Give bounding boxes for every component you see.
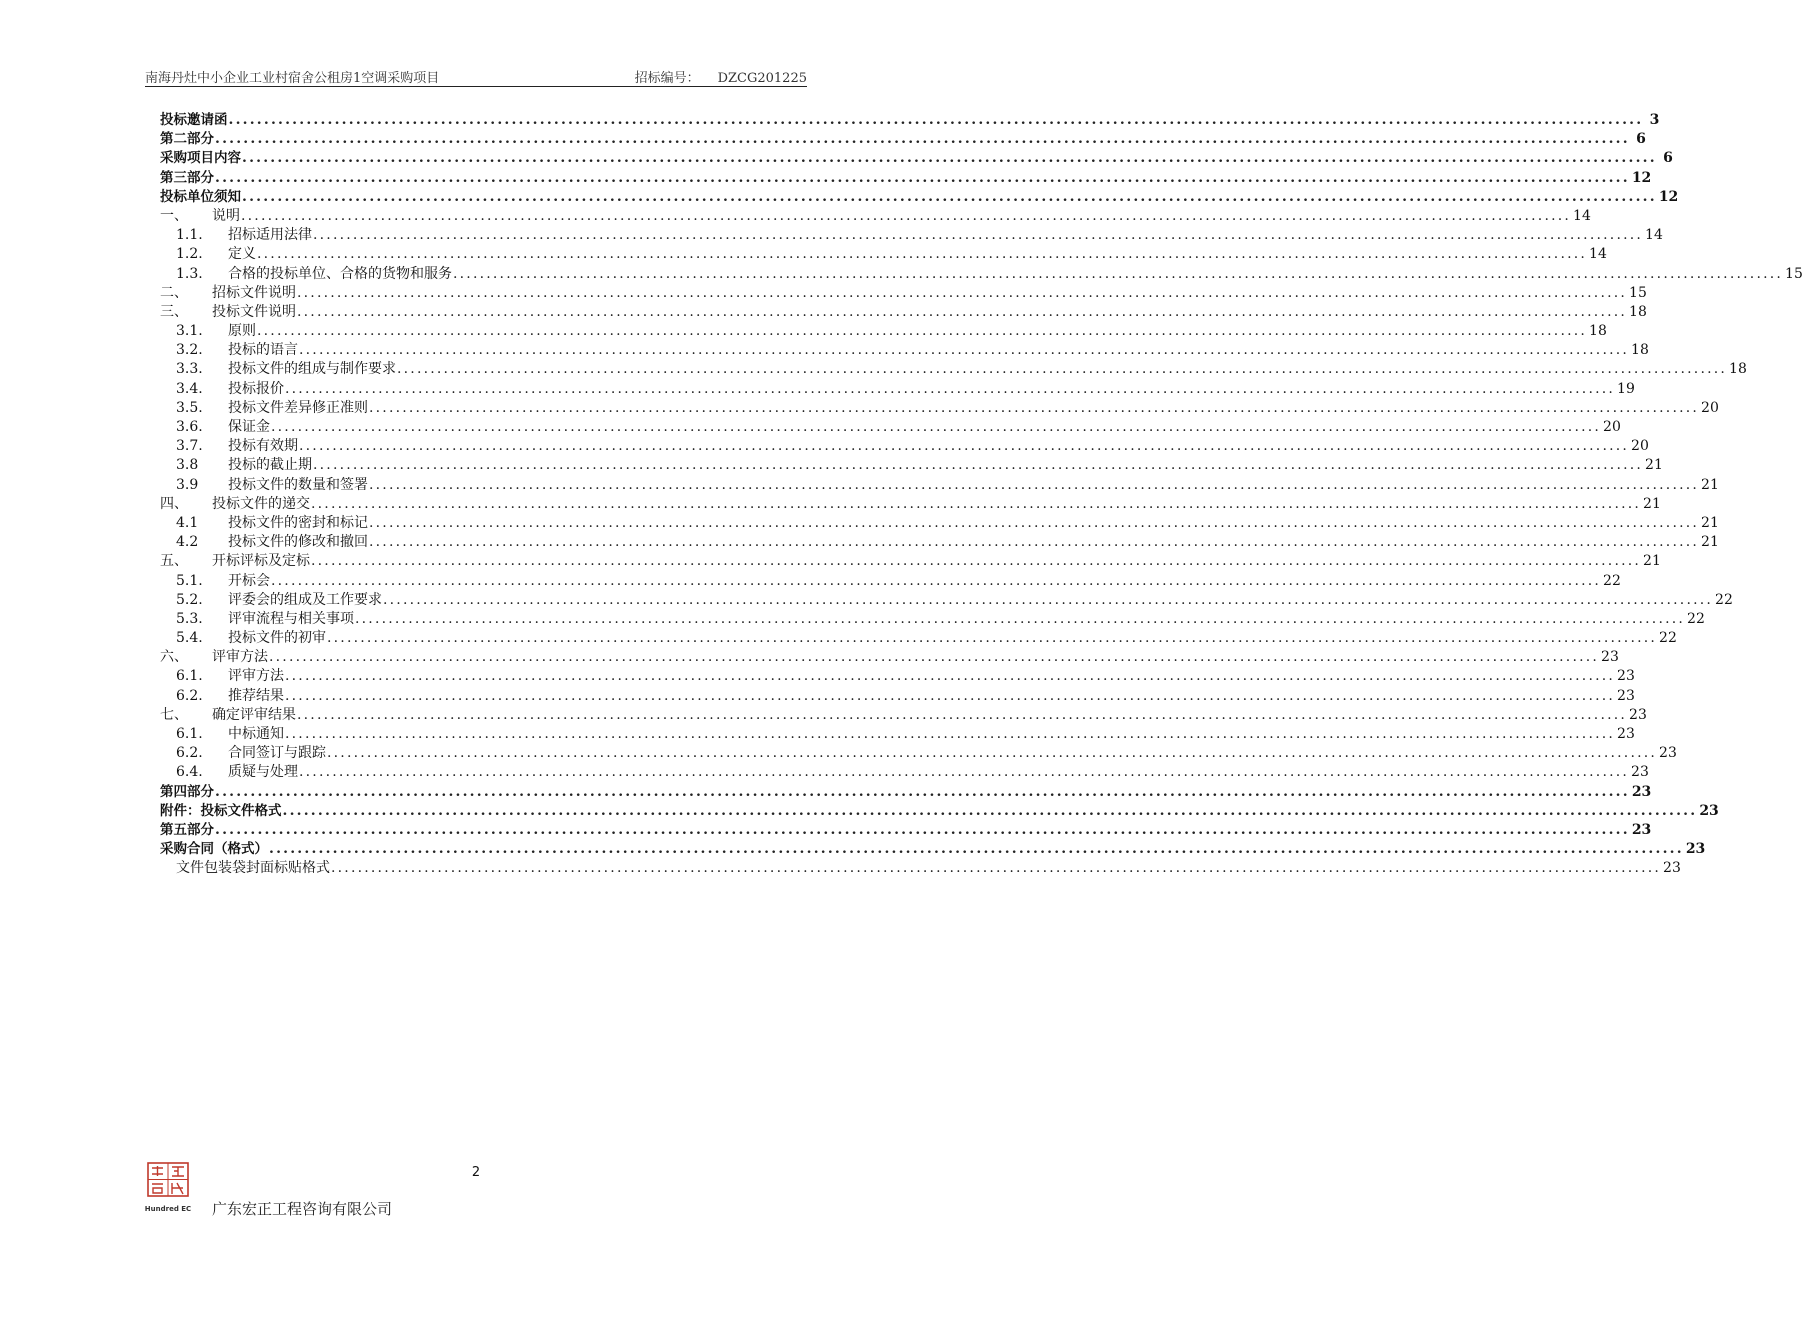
toc-leader-dots: ........................................................................................................................................................................................................ <box>215 783 1630 800</box>
toc-leader-dots: ........................................................................................................................................................................................................ <box>299 342 1630 359</box>
table-of-contents <box>160 111 1803 879</box>
toc-entry[interactable] <box>160 514 1719 533</box>
toc-leader-dots: ........................................................................................................................................................................................................ <box>215 131 1630 148</box>
toc-entry-number: 3.8 <box>176 457 199 474</box>
toc-leader-dots: ........................................................................................................................................................................................................ <box>257 323 1588 340</box>
toc-entry[interactable] <box>160 341 1649 360</box>
toc-entry-number: 五、 <box>160 553 188 570</box>
toc-leader-dots: ........................................................................................................................................................................................................ <box>242 150 1657 167</box>
toc-entry-page: 23 <box>1631 821 1652 838</box>
toc-entry-page: 21 <box>1645 457 1663 474</box>
toc-entry-title: 招标适用法律 <box>228 227 312 244</box>
toc-leader-dots: ........................................................................................................................................................................................................ <box>215 169 1630 186</box>
toc-entry-title: 保证金 <box>228 419 270 435</box>
toc-entry-page: 18 <box>1729 361 1747 378</box>
toc-entry-title: 投标的截止期 <box>228 457 312 474</box>
toc-entry-page: 23 <box>1685 841 1706 858</box>
toc-entry-title: 投标文件说明 <box>212 303 296 320</box>
toc-leader-dots: ........................................................................................................................................................................................................ <box>313 227 1644 244</box>
project-title: 南海丹灶中小企业工业村宿舍公租房1空调采购项目 <box>145 71 440 86</box>
toc-entry-number: 6.4. <box>176 764 203 781</box>
toc-entry[interactable] <box>160 111 1660 130</box>
toc-leader-dots: ........................................................................................................................................................................................................ <box>369 534 1700 551</box>
page-number: 2 <box>471 1165 481 1180</box>
toc-entry-number: 6.1. <box>176 726 203 742</box>
toc-leader-dots: ........................................................................................................................................................................................................ <box>242 188 1657 205</box>
toc-entry-page: 18 <box>1589 323 1607 340</box>
toc-entry[interactable] <box>160 840 1706 859</box>
toc-leader-dots: ........................................................................................................................................................................................................ <box>297 706 1628 723</box>
toc-entry-title: 招标文件说明 <box>212 284 296 301</box>
toc-entry[interactable] <box>160 130 1646 149</box>
toc-entry-title: 中标通知 <box>228 726 284 742</box>
toc-entry[interactable] <box>160 533 1719 552</box>
toc-leader-dots: ........................................................................................................................................................................................................ <box>269 841 1684 858</box>
toc-leader-dots: ........................................................................................................................................................................................................ <box>285 687 1616 704</box>
toc-entry-page: 22 <box>1687 610 1705 627</box>
toc-entry-page: 23 <box>1699 802 1719 819</box>
toc-entry-page: 20 <box>1631 438 1649 455</box>
toc-entry[interactable] <box>160 552 1661 571</box>
toc-entry-page: 12 <box>1658 188 1679 205</box>
toc-entry-page: 23 <box>1601 649 1619 666</box>
toc-leader-dots: ........................................................................................................................................................................................................ <box>453 265 1784 282</box>
toc-entry[interactable] <box>160 744 1677 763</box>
toc-entry[interactable] <box>160 149 1673 168</box>
toc-leader-dots: ........................................................................................................................................................................................................ <box>257 246 1588 263</box>
toc-entry-page: 19 <box>1617 380 1635 397</box>
toc-entry-title: 文件包装袋封面标贴格式 <box>176 860 330 877</box>
toc-leader-dots: ........................................................................................................................................................................................................ <box>369 399 1700 416</box>
toc-entry-page: 15 <box>1785 265 1803 282</box>
toc-entry[interactable] <box>160 380 1635 399</box>
toc-entry-title: 开标评标及定标 <box>212 553 310 570</box>
toc-entry[interactable] <box>160 821 1652 840</box>
toc-leader-dots: ........................................................................................................................................................................................................ <box>269 649 1600 666</box>
toc-entry-number: 3.7. <box>176 438 203 455</box>
svg-text:Hundred EC: Hundred EC <box>144 1205 192 1213</box>
toc-entry[interactable] <box>160 245 1607 264</box>
toc-entry-page: 21 <box>1643 553 1661 570</box>
toc-entry[interactable] <box>160 169 1652 188</box>
toc-leader-dots: ........................................................................................................................................................................................................ <box>297 284 1628 301</box>
toc-entry-number: 七、 <box>160 706 188 723</box>
toc-entry[interactable] <box>160 226 1663 245</box>
toc-entry-page: 21 <box>1643 495 1661 512</box>
toc-entry-page: 23 <box>1663 860 1681 877</box>
toc-leader-dots: ........................................................................................................................................................................................................ <box>271 419 1602 435</box>
toc-entry-title: 原则 <box>228 323 256 340</box>
toc-leader-dots: ........................................................................................................................................................................................................ <box>327 630 1658 647</box>
toc-entry-title: 投标邀请函 <box>160 112 228 128</box>
toc-entry[interactable] <box>160 399 1719 418</box>
company-seal-icon <box>143 1160 193 1216</box>
toc-entry-page: 14 <box>1645 227 1663 244</box>
toc-entry-title: 评审流程与相关事项 <box>228 610 354 627</box>
toc-entry[interactable] <box>160 495 1661 514</box>
toc-entry[interactable] <box>160 629 1677 648</box>
toc-entry-title: 投标文件的修改和撤回 <box>228 534 368 551</box>
toc-entry-page: 12 <box>1631 169 1652 186</box>
toc-entry-number: 5.2. <box>176 591 203 608</box>
toc-entry-title: 投标的语言 <box>228 342 298 359</box>
toc-entry-page: 23 <box>1659 745 1677 762</box>
toc-entry-title: 说明 <box>212 207 240 224</box>
toc-entry-number: 二、 <box>160 284 188 301</box>
toc-entry-title: 投标文件的密封和标记 <box>228 514 368 531</box>
toc-entry-title: 投标文件的数量和签署 <box>228 476 368 493</box>
toc-entry-page: 20 <box>1701 399 1719 416</box>
toc-entry[interactable] <box>160 687 1635 706</box>
toc-entry-number: 1.3. <box>176 265 203 282</box>
toc-entry-title: 投标文件差异修正准则 <box>228 399 368 416</box>
toc-entry-title: 合同签订与跟踪 <box>228 745 326 762</box>
toc-entry-number: 六、 <box>160 649 188 666</box>
toc-entry[interactable] <box>160 456 1663 475</box>
toc-leader-dots: ........................................................................................................................................................................................................ <box>327 745 1658 762</box>
toc-entry-title: 附件：投标文件格式 <box>160 802 282 819</box>
toc-entry-number: 3.6. <box>176 419 203 435</box>
toc-entry[interactable] <box>160 667 1635 686</box>
company-logo <box>143 1160 193 1216</box>
toc-leader-dots: ........................................................................................................................................................................................................ <box>311 553 1642 570</box>
toc-entry[interactable] <box>160 783 1652 802</box>
toc-entry-page: 18 <box>1631 342 1649 359</box>
toc-leader-dots: ........................................................................................................................................................................................................ <box>285 668 1616 685</box>
toc-entry[interactable] <box>160 418 1621 437</box>
toc-leader-dots: ........................................................................................................................................................................................................ <box>355 610 1686 627</box>
toc-entry-number: 4.1 <box>176 514 199 531</box>
toc-entry-page: 20 <box>1603 419 1621 435</box>
toc-leader-dots: ........................................................................................................................................................................................................ <box>285 726 1616 742</box>
toc-entry-title: 采购合同（格式） <box>160 841 268 858</box>
toc-leader-dots: ........................................................................................................................................................................................................ <box>285 380 1616 397</box>
toc-leader-dots: ........................................................................................................................................................................................................ <box>282 802 1698 819</box>
toc-entry-title: 开标会 <box>228 572 270 589</box>
toc-entry[interactable] <box>160 591 1733 610</box>
toc-entry-title: 推荐结果 <box>228 687 284 704</box>
toc-leader-dots: ........................................................................................................................................................................................................ <box>299 764 1630 781</box>
toc-entry-number: 3.2. <box>176 342 203 359</box>
toc-leader-dots: ........................................................................................................................................................................................................ <box>311 495 1642 512</box>
toc-entry-page: 23 <box>1629 706 1647 723</box>
toc-leader-dots: ........................................................................................................................................................................................................ <box>383 591 1714 608</box>
toc-entry-number: 6.1. <box>176 668 203 685</box>
toc-entry[interactable] <box>160 265 1803 284</box>
toc-entry-page: 14 <box>1589 246 1607 263</box>
toc-entry[interactable] <box>160 476 1719 495</box>
toc-entry-title: 投标单位须知 <box>160 188 241 205</box>
toc-entry[interactable] <box>160 725 1635 744</box>
toc-leader-dots: ........................................................................................................................................................................................................ <box>241 207 1572 224</box>
toc-entry-page: 14 <box>1573 207 1591 224</box>
toc-entry-number: 一、 <box>160 207 188 224</box>
page-header <box>145 66 807 87</box>
toc-leader-dots: ........................................................................................................................................................................................................ <box>397 361 1728 378</box>
toc-entry[interactable] <box>160 360 1747 379</box>
toc-entry-page: 18 <box>1629 303 1647 320</box>
toc-entry-page: 21 <box>1701 514 1719 531</box>
toc-entry-title: 定义 <box>228 246 256 263</box>
toc-entry-number: 1.1. <box>176 227 203 244</box>
toc-leader-dots: ........................................................................................................................................................................................................ <box>299 438 1630 455</box>
toc-leader-dots: ........................................................................................................................................................................................................ <box>331 860 1662 877</box>
toc-entry[interactable] <box>160 572 1621 591</box>
toc-entry[interactable] <box>160 188 1679 207</box>
toc-entry-number: 四、 <box>160 495 188 512</box>
toc-entry[interactable] <box>160 706 1647 725</box>
toc-entry-title: 第五部分 <box>160 821 214 838</box>
toc-entry[interactable] <box>160 322 1607 341</box>
toc-entry-title: 投标文件的初审 <box>228 630 326 647</box>
toc-entry-title: 评审方法 <box>228 668 284 685</box>
toc-entry[interactable] <box>160 303 1647 322</box>
toc-entry-number: 三、 <box>160 303 188 320</box>
toc-entry-page: 22 <box>1659 630 1677 647</box>
toc-entry-page: 6 <box>1663 150 1673 167</box>
toc-entry-number: 5.4. <box>176 630 203 647</box>
bid-number <box>635 67 807 86</box>
toc-leader-dots: ........................................................................................................................................................................................................ <box>271 572 1602 589</box>
toc-entry-number: 3.4. <box>176 380 203 397</box>
toc-entry-page: 23 <box>1631 783 1652 800</box>
toc-entry-title: 投标有效期 <box>228 438 298 455</box>
toc-leader-dots: ........................................................................................................................................................................................................ <box>228 112 1644 128</box>
toc-entry[interactable] <box>160 859 1681 878</box>
toc-entry-title: 确定评审结果 <box>212 706 296 723</box>
toc-entry-title: 合格的投标单位、合格的货物和服务 <box>228 265 452 282</box>
toc-entry-page: 15 <box>1629 284 1647 301</box>
toc-entry-title: 采购项目内容 <box>160 150 241 167</box>
toc-entry[interactable] <box>160 802 1719 821</box>
toc-entry-page: 21 <box>1701 534 1719 551</box>
toc-leader-dots: ........................................................................................................................................................................................................ <box>297 303 1628 320</box>
toc-entry-number: 3.5. <box>176 399 203 416</box>
toc-entry-page: 23 <box>1617 687 1635 704</box>
toc-entry[interactable] <box>160 284 1647 303</box>
toc-entry-title: 投标文件的递交 <box>212 495 310 512</box>
toc-entry-title: 第四部分 <box>160 783 214 800</box>
toc-entry-number: 5.3. <box>176 610 203 627</box>
toc-entry-title: 第二部分 <box>160 131 214 148</box>
toc-entry[interactable] <box>160 648 1619 667</box>
toc-entry-number: 3.1. <box>176 323 203 340</box>
bid-number-label: 招标编号： <box>634 71 700 86</box>
toc-leader-dots: ........................................................................................................................................................................................................ <box>369 476 1700 493</box>
toc-entry[interactable] <box>160 763 1649 782</box>
toc-leader-dots: ........................................................................................................................................................................................................ <box>215 821 1630 838</box>
toc-entry-number: 3.3. <box>176 361 203 378</box>
bid-number-value: DZCG201225 <box>717 71 807 86</box>
toc-entry-number: 6.2. <box>176 745 203 762</box>
toc-leader-dots: ........................................................................................................................................................................................................ <box>369 514 1700 531</box>
toc-entry-page: 22 <box>1603 572 1621 589</box>
toc-leader-dots: ........................................................................................................................................................................................................ <box>313 457 1644 474</box>
toc-entry-title: 投标报价 <box>228 380 284 397</box>
toc-entry[interactable] <box>160 207 1591 226</box>
toc-entry-number: 4.2 <box>176 534 199 551</box>
toc-entry[interactable] <box>160 437 1649 456</box>
toc-entry-title: 评审方法 <box>212 649 268 666</box>
toc-entry-page: 23 <box>1617 668 1635 685</box>
toc-entry-page: 21 <box>1701 476 1719 493</box>
toc-entry-page: 6 <box>1636 131 1646 148</box>
toc-entry-title: 评委会的组成及工作要求 <box>228 591 382 608</box>
toc-entry-number: 3.9 <box>176 476 199 493</box>
toc-entry-number: 6.2. <box>176 687 203 704</box>
toc-entry-page: 3 <box>1649 112 1660 128</box>
toc-entry[interactable] <box>160 610 1705 629</box>
toc-entry-number: 1.2. <box>176 246 203 263</box>
toc-entry-page: 23 <box>1631 764 1649 781</box>
toc-entry-title: 质疑与处理 <box>228 764 298 781</box>
toc-entry-number: 5.1. <box>176 572 203 589</box>
toc-entry-page: 22 <box>1715 591 1733 608</box>
toc-entry-page: 23 <box>1617 726 1635 742</box>
company-name: 广东宏正工程咨询有限公司 <box>212 1200 393 1218</box>
toc-entry-title: 投标文件的组成与制作要求 <box>228 361 396 378</box>
toc-entry-title: 第三部分 <box>160 169 214 186</box>
